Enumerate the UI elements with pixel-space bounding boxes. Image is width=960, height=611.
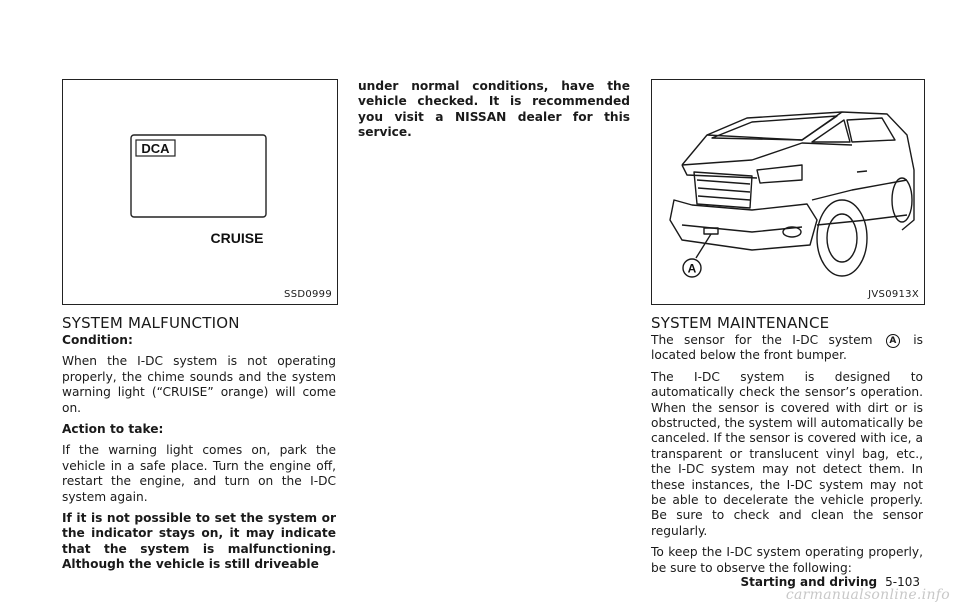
sensor-location-text <box>651 333 923 364</box>
sensor-text-end: is located below the front bumper. <box>651 333 924 363</box>
system-malfunction-heading: SYSTEM MALFUNCTION <box>62 314 240 332</box>
page-number: 5-103 <box>885 575 920 589</box>
condition-label: Condition: <box>62 333 133 347</box>
section-name: Starting and driving <box>740 575 878 589</box>
watermark: carmanualsonline.info <box>785 587 950 603</box>
right-text-column <box>651 333 923 582</box>
callout-a: A <box>687 261 697 276</box>
system-maintenance-heading: SYSTEM MAINTENANCE <box>651 314 830 332</box>
figure-code: SSD0999 <box>284 289 332 300</box>
callout-a-symbol: A <box>886 334 900 348</box>
figure-code: JVS0913X <box>868 289 919 300</box>
condition-text: When the I-DC system is not operating properly, the chime sounds and the system warning light (“CRUISE” orange) will come on. <box>62 354 336 415</box>
dca-label: DCA <box>141 141 170 156</box>
cruise-label: CRUISE <box>210 230 264 246</box>
action-text: If the warning light comes on, park the vehicle in a safe place. Turn the engine off, restart the engine, and turn on the I-DC system again. <box>62 443 336 504</box>
middle-text-column <box>358 79 630 147</box>
suv-front-illustration <box>652 80 924 304</box>
dca-cruise-figure <box>62 79 338 305</box>
malfunction-warning: If it is not possible to set the system or the indicator stays on, it may indicate that the system is malfunctioning. Although the vehicle is still driveable <box>62 511 336 572</box>
continued-warning: under normal conditions, have the vehicle checked. It is recommended you visit a NISSAN dealer for this service. <box>358 79 630 140</box>
maintenance-intro-text: To keep the I-DC system operating properly, be sure to observe the following: <box>651 545 923 575</box>
sensor-location-figure <box>651 79 925 305</box>
cluster-display-illustration <box>63 80 337 304</box>
action-label: Action to take: <box>62 422 164 437</box>
sensor-check-text: The I-DC system is designed to automatically check the sensor’s operation. When the sensor is covered with dirt or is obstructed, the system will automatically be canceled. If the sensor is covered with ice, a transparent or translucent vinyl bag, etc., the I-DC system may not detect them. In these instances, the I-DC system may not be able to decelerate the vehicle properly. Be sure to check and clean the sensor regularly. <box>651 369 923 538</box>
left-text-column <box>62 333 336 579</box>
sensor-text-start: The sensor for the I-DC system <box>651 333 873 347</box>
